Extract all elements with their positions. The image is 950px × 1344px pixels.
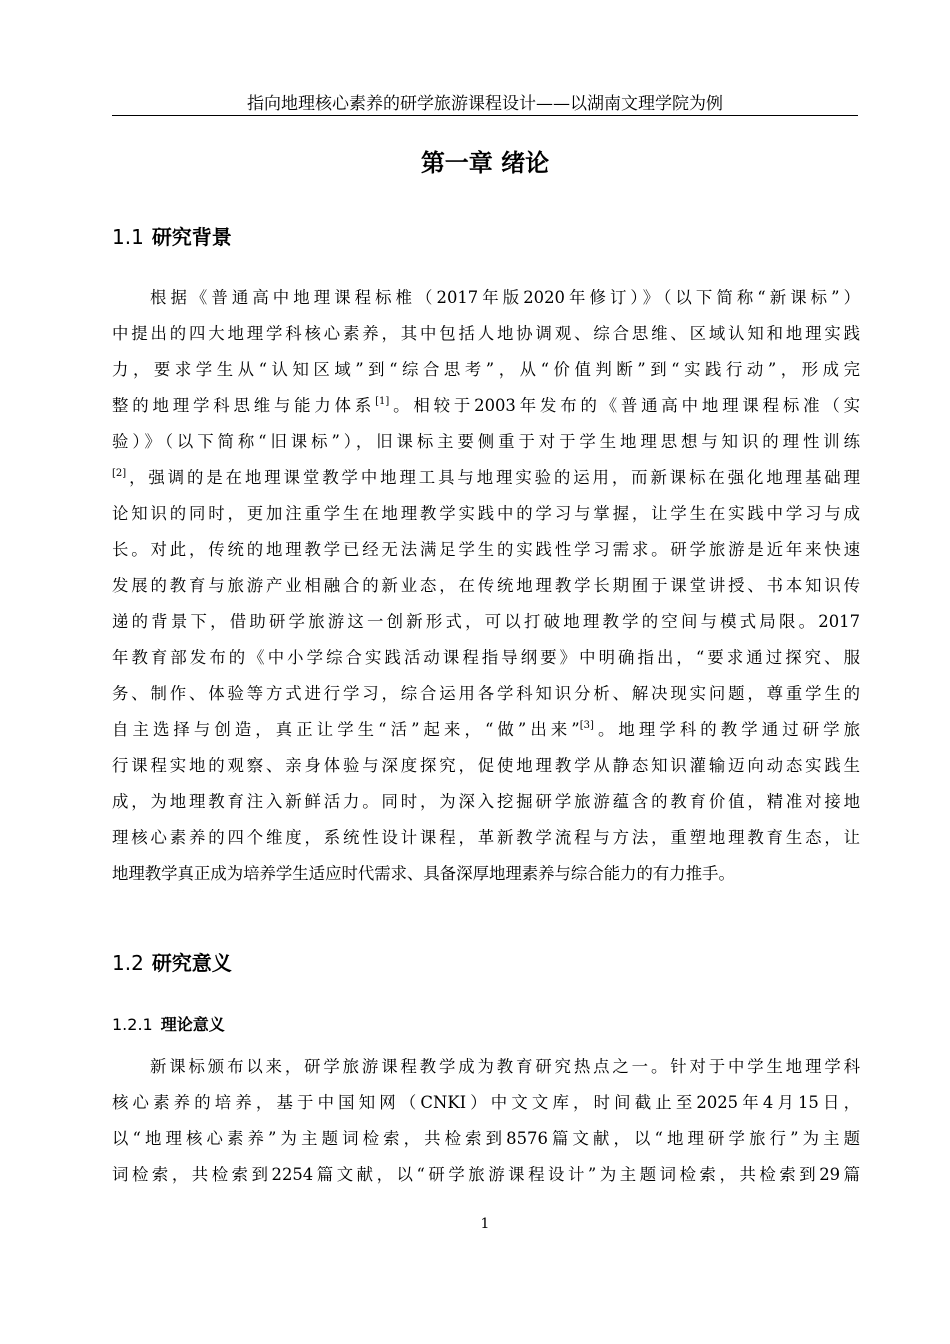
paragraph-line: 成，为地理教育注入新鲜活力。同时，为深入挖掘研学旅游蕴含的教育价值，精准对接地 [112, 792, 860, 811]
citation-1: [1] [375, 396, 390, 407]
paragraph-line: 根据《普通高中地理课程标椎（2017年版2020年修订）》（以下简称“新课标”） [150, 288, 860, 307]
line-segment: ，强调的是在地理课堂教学中地理工具与地理实验的运用，而新课标在强化地理基础理 [126, 468, 860, 487]
paragraph-line: 递的背景下，借助研学旅游这一创新形式，可以打破地理教学的空间与模式局限。2017 [112, 612, 860, 631]
paragraph-line [112, 712, 860, 748]
section-heading-1-2 [112, 948, 232, 978]
citation-3: [3] [579, 720, 594, 731]
paragraph-line: 词检索，共检索到2254篇文献，以“研学旅游课程设计”为主题词检索，共检索到29篇 [112, 1165, 860, 1184]
paragraph-line [112, 388, 860, 424]
line-segment: 。相较于2003年发布的《普通高中地理课程标准（实 [389, 396, 860, 415]
paragraph-line: 论知识的同时，更加注重学生在地理教学实践中的学习与掌握，让学生在实践中学习与成 [112, 504, 860, 523]
section-title: 研究意义 [151, 951, 232, 975]
paragraph-line: 行课程实地的观察、亲身体验与深度探究，促使地理教学从静态知识灌输迈向动态实践生 [112, 756, 860, 775]
header-rule [112, 115, 858, 116]
paragraph-line: 中提出的四大地理学科核心素养，其中包括人地协调观、综合思维、区域认知和地理实践 [112, 324, 860, 343]
paragraph-line [112, 460, 860, 496]
line-segment: 自主选择与创造，真正让学生“活”起来，“做”出来” [112, 720, 580, 739]
subsection-heading-1-2-1 [112, 1013, 225, 1037]
line-segment: 整的地理学科思维与能力体系 [112, 396, 376, 415]
paragraph-line: 年教育部发布的《中小学综合实践活动课程指导纲要》中明确指出，“要求通过探究、服 [112, 648, 860, 667]
paragraph-line: 核心素养的培养，基于中国知网（CNKI）中文文库，时间截止至2025年4月15日， [112, 1093, 860, 1112]
chapter-title: 第一章 绪论 [420, 149, 550, 177]
running-header: 指向地理核心素养的研学旅游课程设计——以湖南文理学院为例 [247, 94, 723, 114]
subsection-number: 1.2.1 [112, 1015, 153, 1034]
paragraph-line: 地理教学真正成为培养学生适应时代需求、具备深厚地理素养与综合能力的有力推手。 [112, 864, 735, 883]
paragraph-line: 力，要求学生从“认知区域”到“综合思考”，从“价值判断”到“实践行动”，形成完 [112, 360, 860, 379]
paragraph-theoretical-significance [112, 1049, 860, 1193]
section-heading-1-1 [112, 222, 232, 252]
subsection-title: 理论意义 [160, 1015, 225, 1034]
section-number: 1.1 [112, 225, 144, 249]
paragraph-line: 长。对此，传统的地理教学已经无法满足学生的实践性学习需求。研学旅游是近年来快速 [112, 540, 860, 559]
section-title: 研究背景 [151, 225, 232, 249]
paragraph-line: 发展的教育与旅游产业相融合的新业态，在传统地理教学长期囿于课堂讲授、书本知识传 [112, 576, 860, 595]
paragraph-line: 理核心素养的四个维度，系统性设计课程，革新教学流程与方法，重塑地理教育生态，让 [112, 828, 860, 847]
page-number: 1 [480, 1216, 490, 1232]
paragraph-line: 以“地理核心素养”为主题词检索，共检索到8576篇文献，以“地理研学旅行”为主题 [112, 1129, 860, 1148]
citation-2: [2] [112, 468, 127, 479]
paragraph-line: 新课标颁布以来，研学旅游课程教学成为教育研究热点之一。针对于中学生地理学科 [150, 1057, 860, 1076]
paragraph-line: 务、制作、体验等方式进行学习，综合运用各学科知识分析、解决现实问题，尊重学生的 [112, 684, 860, 703]
section-number: 1.2 [112, 951, 144, 975]
line-segment: 。地理学科的教学通过研学旅 [593, 720, 861, 739]
paragraph-research-background [112, 280, 860, 892]
paragraph-line: 验）》（以下简称“旧课标”），旧课标主要侧重于对于学生地理思想与知识的理性训练 [112, 432, 860, 451]
